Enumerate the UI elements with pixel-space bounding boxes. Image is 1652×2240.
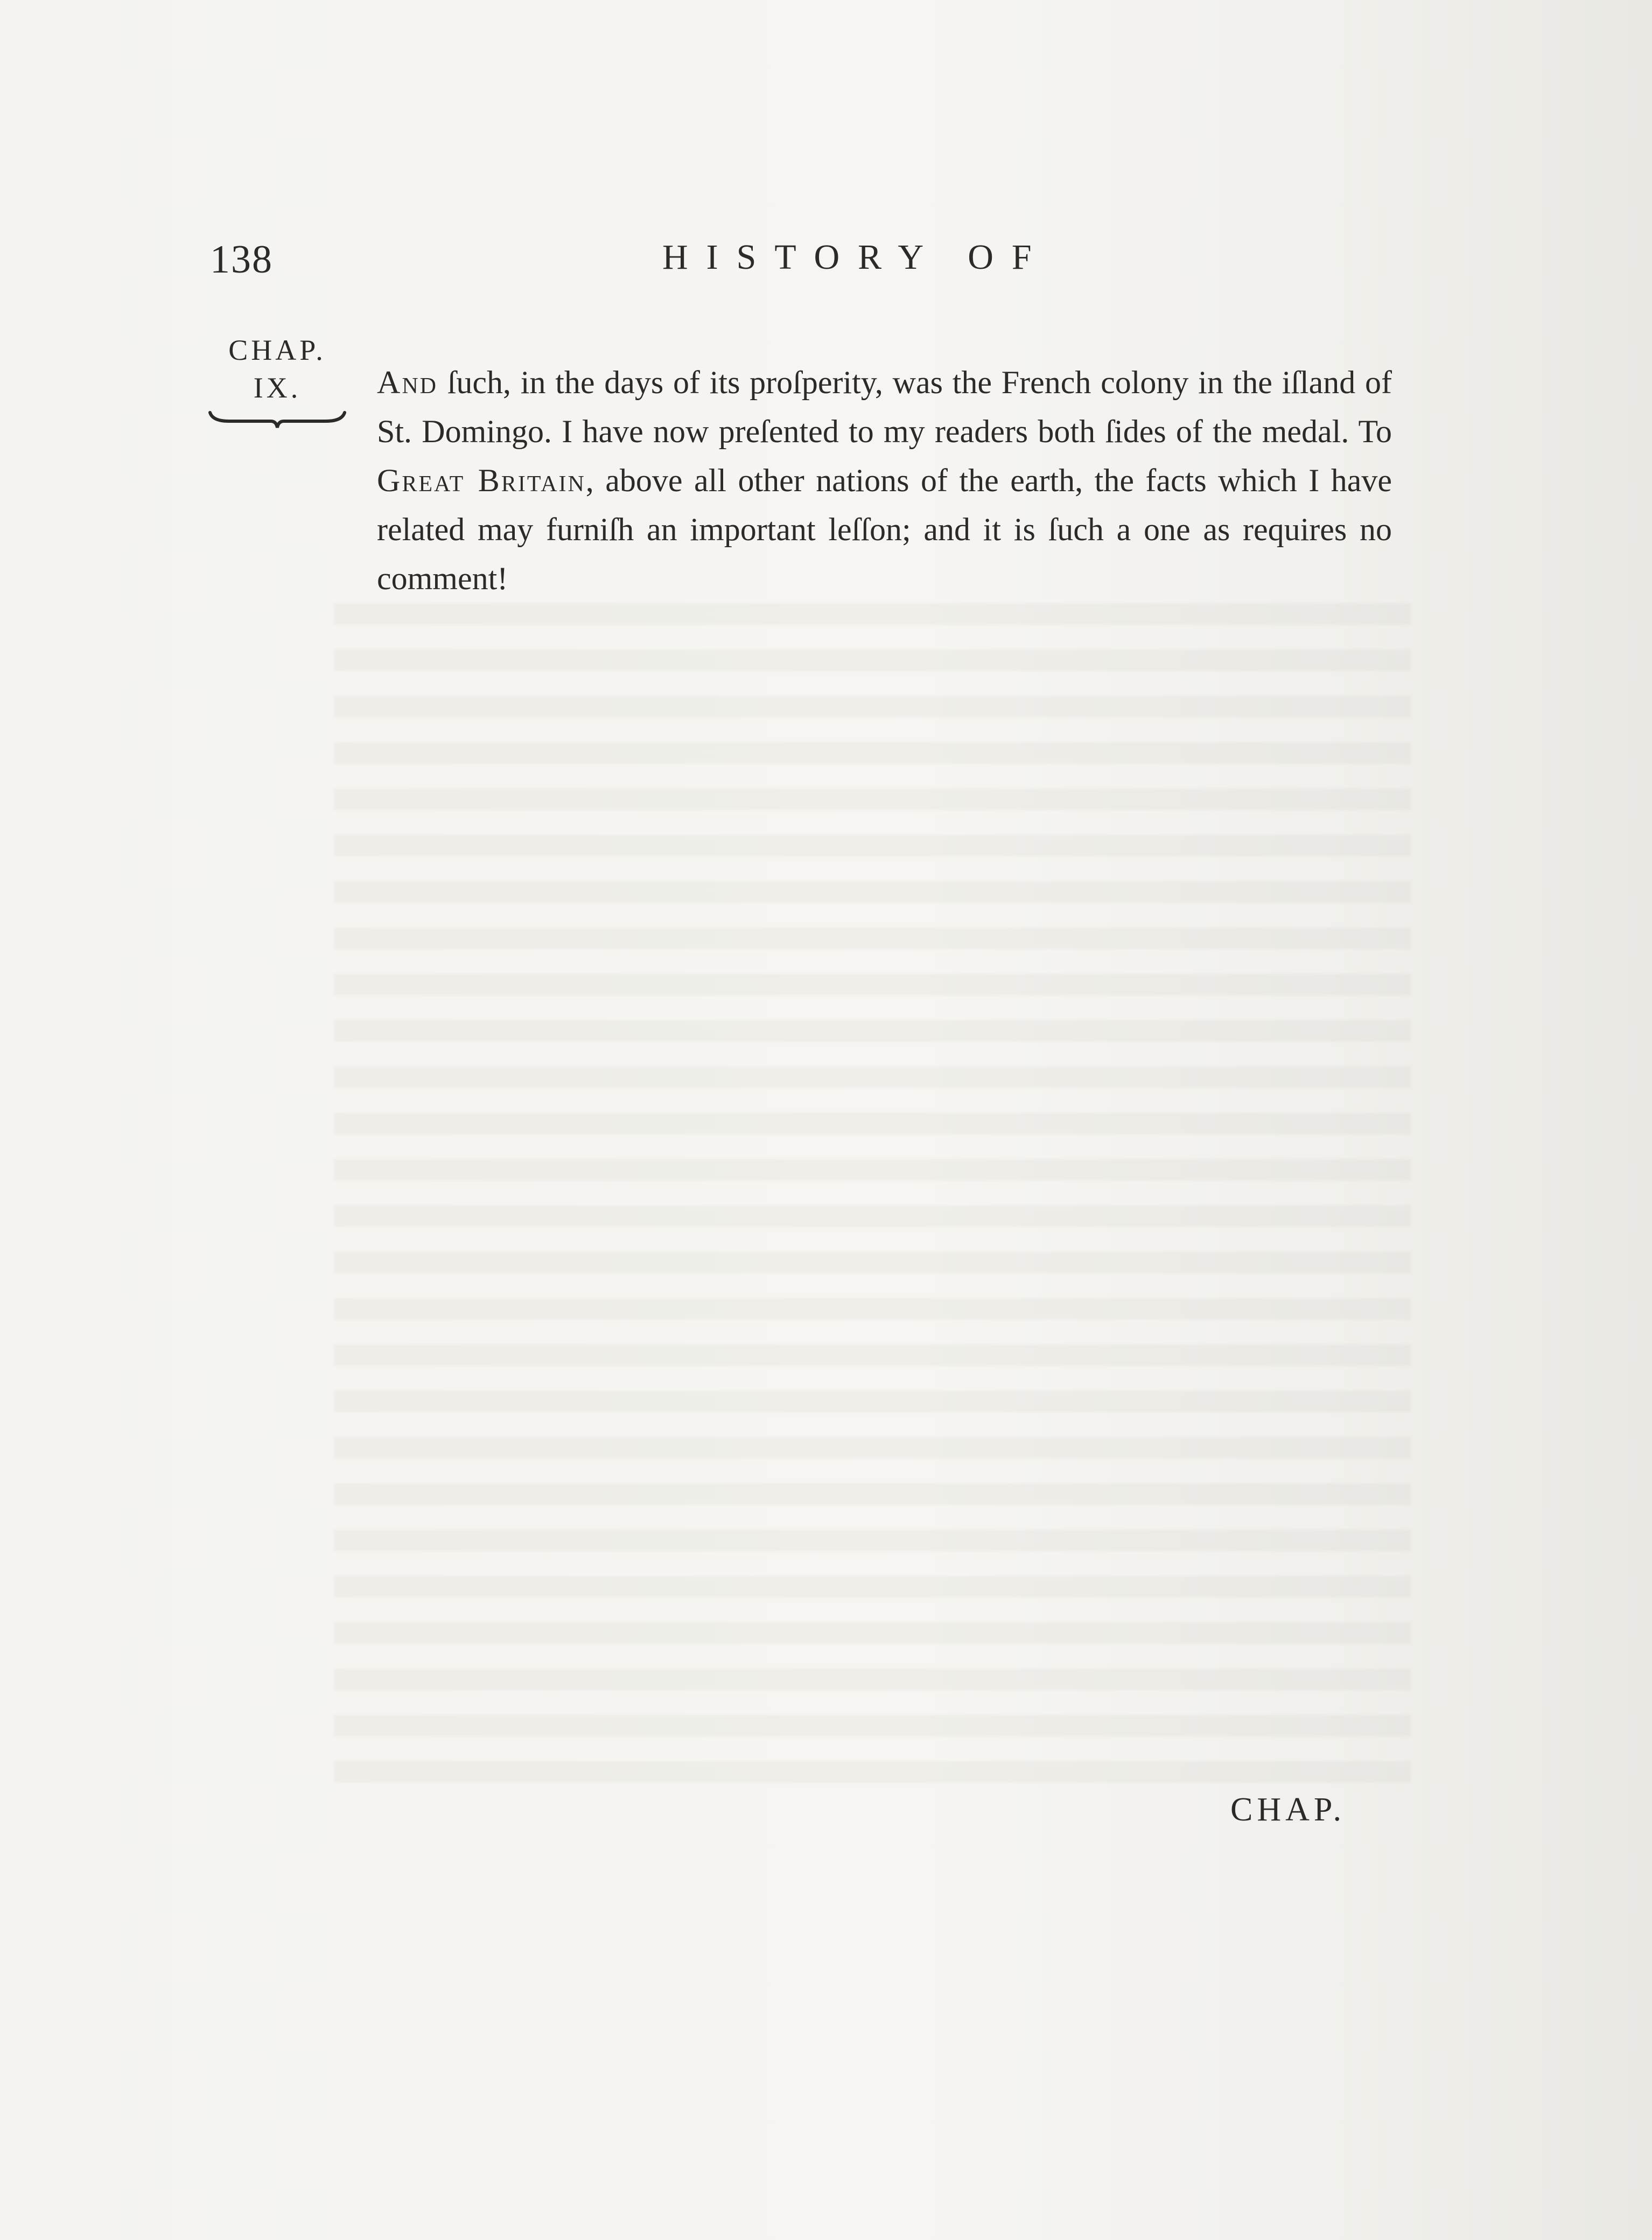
- page-number: 138: [210, 238, 273, 282]
- page-header: [210, 237, 1395, 296]
- paragraph-text-2: , above all other nations of the earth, the facts which I have related may furniſh an important leſſon; and it is ſuch a one as requires no comment!: [377, 463, 1392, 596]
- paragraph-text-1: ſuch, in the days of its proſperity, was the French colony in the iſland of St. Domingo. I have now preſented to my readers both ſides of the medal. To: [377, 365, 1392, 449]
- emphasized-name: Great Britain: [377, 463, 586, 498]
- chapter-margin-note: [205, 331, 350, 407]
- chapter-label: CHAP.: [228, 334, 326, 366]
- catchword: CHAP.: [1230, 1791, 1346, 1828]
- body-paragraph: [377, 358, 1392, 603]
- brace-ornament-icon: [207, 408, 347, 430]
- running-head: HISTORY OF: [662, 238, 1050, 277]
- opening-word: And: [377, 365, 438, 400]
- chapter-number: IX.: [253, 372, 302, 404]
- bleed-through: [334, 603, 1411, 1788]
